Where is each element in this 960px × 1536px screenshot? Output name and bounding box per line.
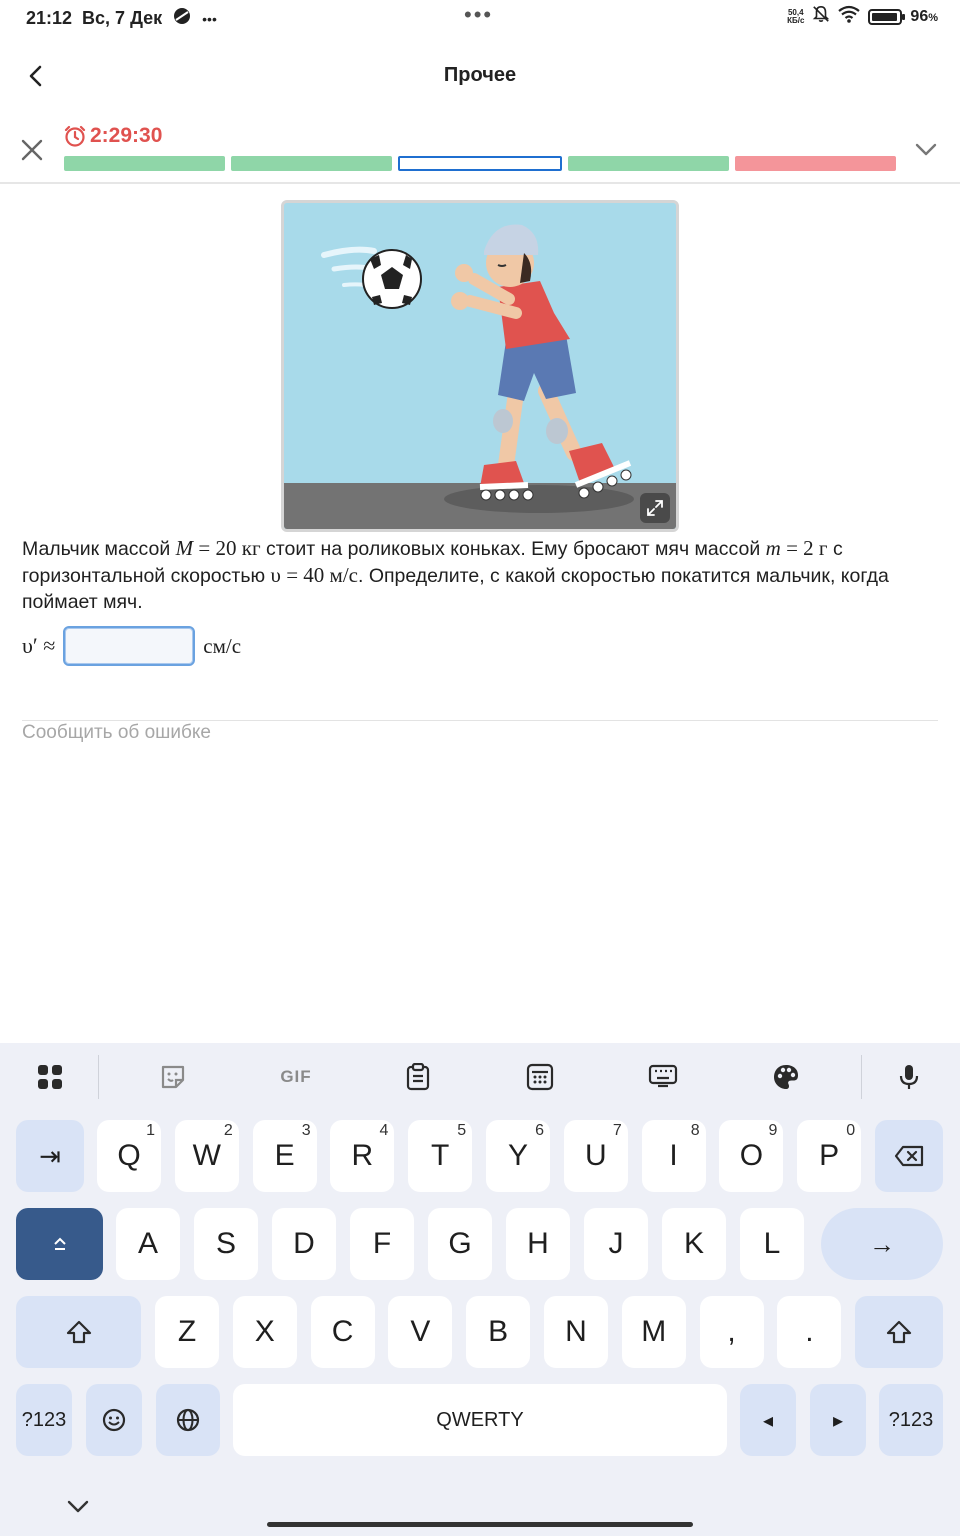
sticker-icon[interactable]: [155, 1059, 191, 1095]
key-hint: 5: [457, 1122, 467, 1139]
math-mass-ball: [766, 536, 828, 560]
report-error-link[interactable]: Сообщить об ошибке: [22, 722, 211, 743]
symbols-label: ?123: [888, 1408, 934, 1431]
status-time: 21:12: [26, 8, 73, 28]
problem-text-3: с горизонтальной скоростью: [22, 538, 843, 587]
math-var-M: M: [175, 536, 194, 560]
chevron-down-icon: [915, 143, 937, 157]
microphone-icon[interactable]: [891, 1059, 927, 1095]
boy-on-rollerblades-picture: [284, 203, 676, 529]
backspace-icon: [894, 1145, 924, 1167]
key-label: V: [410, 1315, 431, 1348]
app-header: [0, 40, 960, 110]
caps-lock-key[interactable]: [16, 1208, 103, 1280]
gesture-home-bar[interactable]: [267, 1522, 693, 1527]
key-f[interactable]: [350, 1208, 414, 1280]
key-hint: 4: [379, 1122, 389, 1139]
key-label: W: [192, 1139, 221, 1172]
key-z[interactable]: [155, 1296, 219, 1368]
key-label: Q: [117, 1139, 141, 1172]
enter-key[interactable]: [821, 1208, 943, 1280]
answer-input[interactable]: [63, 626, 195, 666]
cursor-left-key[interactable]: [740, 1384, 796, 1456]
space-key[interactable]: [233, 1384, 727, 1456]
answer-label: υ′ ≈: [22, 633, 56, 658]
space-label: QWERTY: [436, 1408, 524, 1431]
math-mass-boy: [176, 536, 261, 560]
timer: [64, 124, 162, 148]
battery-percent-value: 96: [910, 7, 929, 25]
math-velocity: υ = 40 м/с: [270, 563, 358, 587]
tab-key[interactable]: [16, 1120, 84, 1192]
key-l[interactable]: [740, 1208, 804, 1280]
key-y[interactable]: [486, 1120, 550, 1192]
progress-area: [0, 118, 960, 184]
key-label: A: [137, 1227, 158, 1260]
key-a[interactable]: [116, 1208, 180, 1280]
net-speed-value: 50,4: [787, 7, 804, 17]
numpad-icon[interactable]: [522, 1059, 558, 1095]
shift-icon: [66, 1320, 92, 1344]
key-label: B: [488, 1315, 509, 1348]
key-label: .: [805, 1315, 814, 1348]
apps-grid-icon[interactable]: [32, 1059, 68, 1095]
gif-icon[interactable]: [276, 1059, 316, 1095]
key-label: Z: [177, 1315, 197, 1348]
keyboard-toolbar: [0, 1043, 960, 1111]
key-label: U: [584, 1139, 607, 1172]
math-mass-boy-value: = 20 кг: [193, 536, 261, 560]
symbols-label: ?123: [21, 1408, 67, 1431]
on-screen-keyboard: [0, 1043, 960, 1536]
key-label: I: [669, 1139, 678, 1172]
key-r[interactable]: [330, 1120, 394, 1192]
task-progress-segments: [64, 156, 896, 171]
divider: [22, 720, 938, 721]
progress-segment-correct[interactable]: [231, 156, 392, 171]
key-hint: 9: [768, 1122, 778, 1139]
key-n[interactable]: [544, 1296, 608, 1368]
cursor-right-icon: ▸: [832, 1409, 844, 1432]
math-mass-ball-value: = 2 г: [780, 536, 828, 560]
close-icon: [20, 138, 44, 162]
key-hint: 6: [535, 1122, 544, 1139]
status-extra: •••: [202, 10, 217, 27]
key-g[interactable]: [428, 1208, 492, 1280]
battery-icon: [868, 9, 902, 25]
progress-segment-correct[interactable]: [64, 156, 225, 171]
key-m[interactable]: [622, 1296, 686, 1368]
answer-row: [22, 626, 241, 666]
key-w[interactable]: [175, 1120, 239, 1192]
key-comma[interactable]: [700, 1296, 764, 1368]
toolbar-separator: [98, 1055, 99, 1099]
expand-icon: [645, 498, 665, 518]
key-h[interactable]: [506, 1208, 570, 1280]
key-k[interactable]: [662, 1208, 726, 1280]
shift-key-left[interactable]: [16, 1296, 141, 1368]
key-label: F: [372, 1227, 392, 1260]
answer-unit: см/с: [203, 633, 242, 658]
clipboard-icon[interactable]: [400, 1059, 436, 1095]
toolbar-separator: [861, 1055, 862, 1099]
status-right: [787, 5, 938, 28]
key-s[interactable]: [194, 1208, 258, 1280]
key-label: S: [215, 1227, 236, 1260]
caps-lock-icon: [52, 1236, 68, 1252]
key-hint: 1: [146, 1122, 155, 1139]
key-period[interactable]: [777, 1296, 841, 1368]
key-u[interactable]: [564, 1120, 628, 1192]
emoji-key[interactable]: [86, 1384, 142, 1456]
key-label: O: [739, 1139, 764, 1172]
status-bar: [0, 0, 960, 34]
fullscreen-button[interactable]: [640, 493, 670, 523]
key-hint: 3: [301, 1122, 311, 1139]
key-v[interactable]: [388, 1296, 452, 1368]
key-label: X: [254, 1315, 275, 1348]
key-d[interactable]: [272, 1208, 336, 1280]
key-label: J: [608, 1227, 624, 1260]
key-hint: 8: [690, 1122, 700, 1139]
problem-text-4: . Определите, с какой скоростью покатится мальчик, когда поймает мяч.: [22, 565, 889, 613]
key-label: P: [819, 1139, 840, 1172]
symbols-key-left[interactable]: [16, 1384, 72, 1456]
expand-progress-button[interactable]: [910, 134, 942, 166]
key-label: N: [565, 1315, 587, 1348]
bell-off-icon: [812, 5, 830, 28]
key-label: Y: [507, 1139, 528, 1172]
math-var-m: m: [765, 536, 781, 560]
problem-illustration: [281, 200, 679, 532]
net-speed-unit: КБ/с: [787, 15, 805, 25]
shift-key-right[interactable]: [855, 1296, 943, 1368]
key-label: E: [274, 1139, 295, 1172]
emoji-icon: [102, 1408, 126, 1432]
enter-symbol: →: [869, 1228, 895, 1259]
key-x[interactable]: [233, 1296, 297, 1368]
tab-symbol: ⇥: [39, 1140, 61, 1171]
key-p[interactable]: [797, 1120, 861, 1192]
key-label: G: [448, 1227, 472, 1260]
battery-percent: [910, 8, 938, 26]
key-e[interactable]: [253, 1120, 317, 1192]
progress-segment-correct[interactable]: [568, 156, 729, 171]
key-t[interactable]: [408, 1120, 472, 1192]
battery-percent-suffix: %: [928, 11, 938, 24]
key-i[interactable]: [642, 1120, 706, 1192]
moon-icon: [172, 6, 192, 31]
key-c[interactable]: [311, 1296, 375, 1368]
key-b[interactable]: [466, 1296, 530, 1368]
shift-icon: [886, 1320, 912, 1344]
net-speed: [787, 9, 804, 25]
status-left: [26, 6, 217, 31]
key-label: H: [527, 1227, 549, 1260]
symbols-key-right[interactable]: [879, 1384, 943, 1456]
problem-statement: [22, 535, 938, 615]
key-q[interactable]: [97, 1120, 161, 1192]
problem-text-2: стоит на роликовых коньках. Ему бросают мяч массой: [260, 538, 766, 560]
timer-value: 2:29:30: [90, 124, 163, 147]
key-label: R: [351, 1139, 374, 1172]
key-label: ,: [727, 1315, 736, 1348]
status-date: Вс, 7 Дек: [82, 8, 163, 28]
key-hint: 2: [223, 1122, 233, 1139]
key-o[interactable]: [719, 1120, 783, 1192]
palette-icon[interactable]: [768, 1059, 804, 1095]
problem-text-1: Мальчик массой: [22, 538, 176, 560]
progress-segment-wrong[interactable]: [735, 156, 896, 171]
alarm-clock-icon: [64, 125, 86, 147]
key-label: K: [683, 1227, 704, 1260]
wifi-icon: [838, 5, 860, 28]
gif-label: GIF: [280, 1067, 312, 1086]
cursor-left-icon: ◂: [762, 1409, 774, 1432]
key-label: C: [331, 1315, 354, 1348]
cursor-right-key[interactable]: [810, 1384, 866, 1456]
key-hint: 0: [846, 1122, 856, 1139]
hide-keyboard-button[interactable]: [62, 1495, 94, 1519]
status-center-dots: •••: [464, 2, 494, 27]
key-label: L: [763, 1227, 781, 1260]
chevron-down-icon: [67, 1500, 89, 1514]
key-label: D: [293, 1227, 315, 1260]
key-label: M: [641, 1315, 667, 1348]
keyboard-layout-icon[interactable]: [645, 1059, 681, 1095]
progress-segment-current[interactable]: [398, 156, 563, 171]
key-j[interactable]: [584, 1208, 648, 1280]
page-title: Прочее: [443, 64, 517, 86]
close-button[interactable]: [16, 134, 48, 166]
globe-icon: [176, 1408, 200, 1432]
key-label: T: [431, 1139, 450, 1172]
battery-level: [872, 13, 897, 21]
language-key[interactable]: [156, 1384, 220, 1456]
backspace-key[interactable]: [875, 1120, 943, 1192]
key-hint: 7: [612, 1122, 622, 1139]
